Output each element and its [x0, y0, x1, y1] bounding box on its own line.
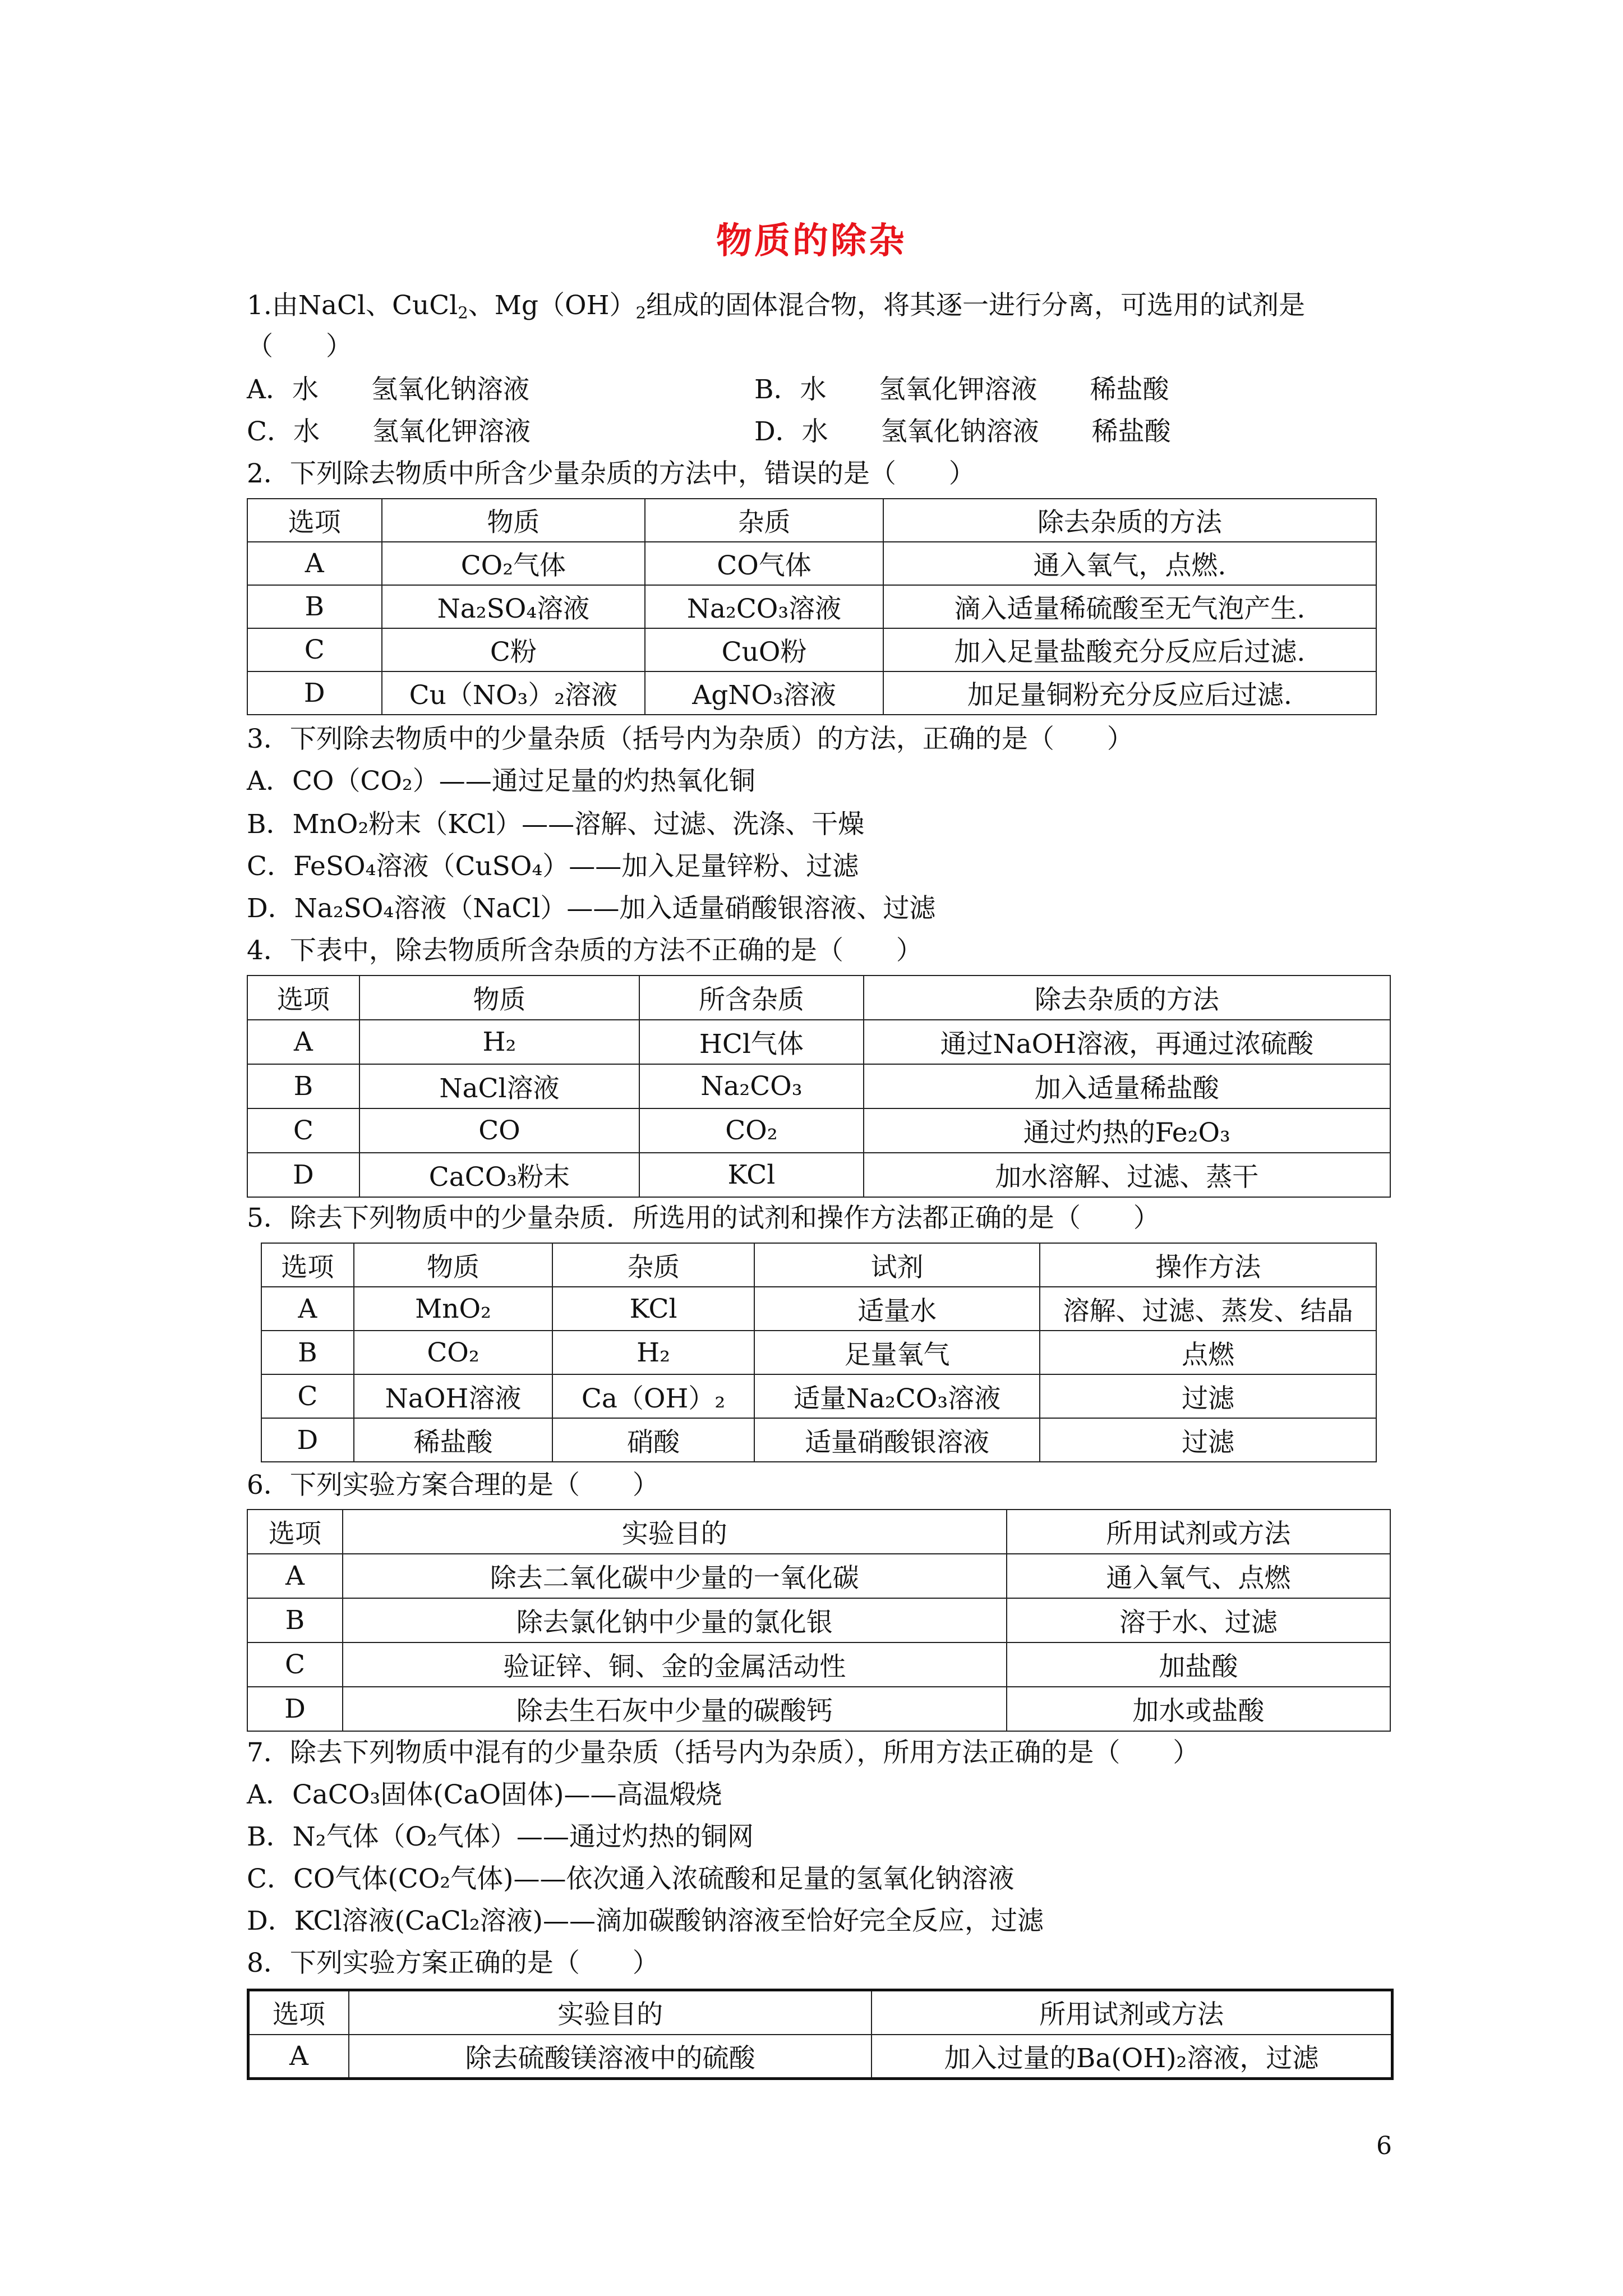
q6-header-row [247, 1510, 1390, 1554]
q6-table-cell: C [247, 1642, 343, 1687]
q5-header-cell: 操作方法 [1040, 1243, 1376, 1287]
q4-table-cell: H₂ [359, 1020, 639, 1064]
q1-option-d: D．水 氢氧化钠溶液 稀盐酸 [754, 416, 1171, 447]
q8-table [247, 1989, 1394, 2080]
q2-table-row [247, 671, 1376, 715]
q5-table [261, 1243, 1377, 1462]
q5-header-row [261, 1243, 1376, 1287]
q6-table-row [247, 1598, 1390, 1642]
q4-table-cell: CO₂ [639, 1108, 863, 1153]
q2-table-cell: Na₂CO₃溶液 [645, 585, 883, 628]
q6-table-cell: 加盐酸 [1007, 1642, 1390, 1687]
q2-table-cell: 滴入适量稀硫酸至无气泡产生. [883, 585, 1376, 628]
q4-table-cell: CO [359, 1108, 639, 1153]
q5-table-cell: 适量硝酸银溶液 [754, 1418, 1040, 1462]
q6-table-cell: 验证锌、铜、金的金属活动性 [343, 1642, 1007, 1687]
q3-option-d: D．Na₂SO₄溶液（NaCl）——加入适量硝酸银溶液、过滤 [247, 893, 936, 924]
q5-table-cell: 过滤 [1040, 1374, 1376, 1418]
q2-header-row [247, 499, 1376, 542]
q2-header-cell: 选项 [247, 499, 382, 542]
q4-header-cell: 除去杂质的方法 [864, 976, 1390, 1020]
q7-option-c: C．CO气体(CO₂气体)——依次通入浓硫酸和足量的氢氧化钠溶液 [247, 1864, 1015, 1894]
q7-option-d: D．KCl溶液(CaCl₂溶液)——滴加碳酸钠溶液至恰好完全反应，过滤 [247, 1906, 1044, 1936]
q5-table-cell: D [261, 1418, 354, 1462]
q7-stem: 7．除去下列物质中混有的少量杂质（括号内为杂质），所用方法正确的是（ ） [247, 1737, 1200, 1768]
q4-table-cell: 通过灼热的Fe₂O₃ [864, 1108, 1390, 1153]
q7-option-b: B．N₂气体（O₂气体）——通过灼热的铜网 [247, 1821, 754, 1852]
q4-table-row [247, 1020, 1390, 1064]
q8-header-cell: 所用试剂或方法 [872, 1990, 1392, 2035]
q4-header-cell: 选项 [247, 976, 359, 1020]
q1-stem-part1: 1.由NaCl、CuCl [247, 290, 458, 321]
q2-table-row [247, 585, 1376, 628]
q4-header-cell: 物质 [359, 976, 639, 1020]
q2-header-cell: 除去杂质的方法 [883, 499, 1376, 542]
q5-table-cell: 足量氧气 [754, 1331, 1040, 1374]
q3-option-c: C．FeSO₄溶液（CuSO₄）——加入足量锌粉、过滤 [247, 851, 859, 882]
q2-table-cell: Na₂SO₄溶液 [382, 585, 645, 628]
q4-table-cell: D [247, 1153, 359, 1197]
q6-stem: 6．下列实验方案合理的是（ ） [247, 1470, 659, 1501]
q4-table-cell: B [247, 1064, 359, 1108]
q5-table-cell: 适量水 [754, 1287, 1040, 1331]
q6-table [247, 1509, 1391, 1732]
q8-stem: 8．下列实验方案正确的是（ ） [247, 1948, 659, 1978]
q5-table-cell: Ca（OH）₂ [552, 1374, 754, 1418]
q6-table-row [247, 1642, 1390, 1687]
q2-table-cell: B [247, 585, 382, 628]
q1-option-b: B．水 氢氧化钾溶液 稀盐酸 [754, 374, 1169, 405]
q4-header-cell: 所含杂质 [639, 976, 863, 1020]
q4-table-cell: C [247, 1108, 359, 1153]
q2-table-cell: C粉 [382, 628, 645, 671]
q2-table-cell: CO气体 [645, 542, 883, 585]
q2-table-cell: CuO粉 [645, 628, 883, 671]
q5-table-row [261, 1331, 1376, 1374]
q4-table-cell: HCl气体 [639, 1020, 863, 1064]
q6-table-row [247, 1554, 1390, 1598]
q2-table-cell: D [247, 671, 382, 715]
q2-table [247, 498, 1377, 715]
q5-header-cell: 杂质 [552, 1243, 754, 1287]
q8-header-cell: 选项 [248, 1990, 349, 2035]
q2-table-cell: 通入氧气，点燃. [883, 542, 1376, 585]
q3-stem: 3．下列除去物质中的少量杂质（括号内为杂质）的方法，正确的是（ ） [247, 724, 1133, 754]
q2-stem: 2．下列除去物质中所含少量杂质的方法中，错误的是（ ） [247, 458, 975, 489]
q5-table-cell: NaOH溶液 [354, 1374, 553, 1418]
q1-stem-part3: 组成的固体混合物，将其逐一进行分离，可选用的试剂是 [646, 290, 1306, 321]
q6-table-cell: B [247, 1598, 343, 1642]
q8-table-cell: A [248, 2035, 349, 2079]
q4-table-cell: 通过NaOH溶液，再通过浓硫酸 [864, 1020, 1390, 1064]
q8-header-row [248, 1990, 1393, 2035]
q5-header-cell: 选项 [261, 1243, 354, 1287]
q8-header-cell: 实验目的 [349, 1990, 872, 2035]
q3-option-b: B．MnO₂粉末（KCl）——溶解、过滤、洗涤、干燥 [247, 809, 865, 840]
q1-paren: （ ） [247, 331, 352, 362]
q1-option-c: C．水 氢氧化钾溶液 [247, 416, 531, 447]
q5-table-cell: MnO₂ [354, 1287, 553, 1331]
q4-table [247, 975, 1391, 1198]
q6-table-row [247, 1687, 1390, 1731]
q1-stem: 1.由NaCl、CuCl$_2$、$Mg(OH)_2$组成的固体混合物，将其逐一进行分离，可选用的试剂是 [247, 290, 1306, 323]
q4-table-row [247, 1064, 1390, 1108]
q4-table-cell: A [247, 1020, 359, 1064]
q4-table-row [247, 1153, 1390, 1197]
q7-option-a: A．CaCO₃固体(CaO固体)——高温煅烧 [247, 1779, 722, 1810]
q4-table-cell: 加入适量稀盐酸 [864, 1064, 1390, 1108]
q5-table-cell: 适量Na₂CO₃溶液 [754, 1374, 1040, 1418]
q6-table-cell: 加水或盐酸 [1007, 1687, 1390, 1731]
q1-stem-part2: 、Mg（OH） [468, 290, 636, 321]
q6-header-cell: 所用试剂或方法 [1007, 1510, 1390, 1554]
q5-stem: 5．除去下列物质中的少量杂质．所选用的试剂和操作方法都正确的是（ ） [247, 1203, 1160, 1234]
q5-table-row [261, 1287, 1376, 1331]
q6-table-cell: A [247, 1554, 343, 1598]
q6-table-cell: 通入氧气、点燃 [1007, 1554, 1390, 1598]
q4-header-row [247, 976, 1390, 1020]
q2-table-cell: A [247, 542, 382, 585]
q4-table-cell: NaCl溶液 [359, 1064, 639, 1108]
q2-header-cell: 杂质 [645, 499, 883, 542]
q8-table-cell: 加入过量的Ba(OH)₂溶液，过滤 [872, 2035, 1392, 2079]
q5-table-row [261, 1374, 1376, 1418]
page-title: 物质的除杂 [716, 220, 907, 262]
q4-table-row [247, 1108, 1390, 1153]
q6-table-cell: 溶于水、过滤 [1007, 1598, 1390, 1642]
q5-table-cell: KCl [552, 1287, 754, 1331]
q6-table-cell: 除去二氧化碳中少量的一氧化碳 [343, 1554, 1007, 1598]
q5-header-cell: 物质 [354, 1243, 553, 1287]
q5-table-cell: 点燃 [1040, 1331, 1376, 1374]
q6-table-cell: D [247, 1687, 343, 1731]
q8-table-row [248, 2035, 1393, 2079]
q2-table-cell: CO₂气体 [382, 542, 645, 585]
q5-table-cell: 硝酸 [552, 1418, 754, 1462]
q4-table-cell: KCl [639, 1153, 863, 1197]
q4-table-cell: 加水溶解、过滤、蒸干 [864, 1153, 1390, 1197]
q6-header-cell: 选项 [247, 1510, 343, 1554]
q5-table-row [261, 1418, 1376, 1462]
q5-table-cell: C [261, 1374, 354, 1418]
q5-table-cell: H₂ [552, 1331, 754, 1374]
q2-header-cell: 物质 [382, 499, 645, 542]
q6-header-cell: 实验目的 [343, 1510, 1007, 1554]
q2-table-cell: C [247, 628, 382, 671]
q5-table-cell: 稀盐酸 [354, 1418, 553, 1462]
q5-table-cell: 溶解、过滤、蒸发、结晶 [1040, 1287, 1376, 1331]
q6-table-cell: 除去生石灰中少量的碳酸钙 [343, 1687, 1007, 1731]
q1-option-a: A．水 氢氧化钠溶液 [247, 374, 529, 405]
q4-table-cell: Na₂CO₃ [639, 1064, 863, 1108]
q2-table-cell: 加足量铜粉充分反应后过滤. [883, 671, 1376, 715]
q5-table-cell: CO₂ [354, 1331, 553, 1374]
q2-table-row [247, 542, 1376, 585]
q4-stem: 4．下表中，除去物质所含杂质的方法不正确的是（ ） [247, 935, 923, 966]
q5-table-cell: A [261, 1287, 354, 1331]
q4-table-cell: CaCO₃粉末 [359, 1153, 639, 1197]
q8-table-cell: 除去硫酸镁溶液中的硫酸 [349, 2035, 872, 2079]
q2-table-cell: 加入足量盐酸充分反应后过滤. [883, 628, 1376, 671]
q6-table-cell: 除去氯化钠中少量的氯化银 [343, 1598, 1007, 1642]
q5-table-cell: B [261, 1331, 354, 1374]
q5-header-cell: 试剂 [754, 1243, 1040, 1287]
q2-table-cell: AgNO₃溶液 [645, 671, 883, 715]
q2-table-cell: Cu（NO₃）₂溶液 [382, 671, 645, 715]
q2-table-row [247, 628, 1376, 671]
page-number: 6 [1376, 2132, 1392, 2160]
q5-table-cell: 过滤 [1040, 1418, 1376, 1462]
q3-option-a: A．CO（CO₂）——通过足量的灼热氧化铜 [247, 766, 755, 797]
